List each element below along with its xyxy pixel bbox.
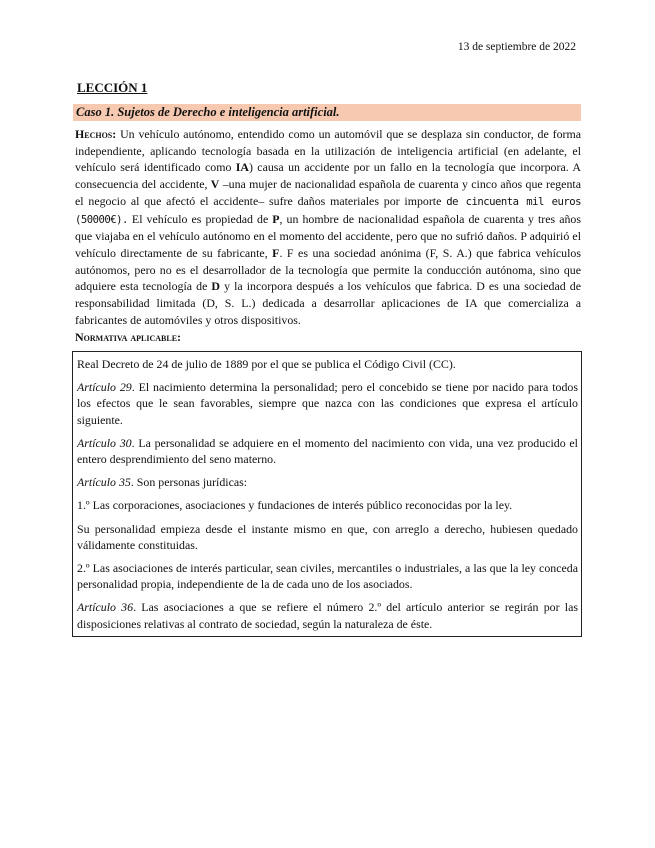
article-36-text: . Las asociaciones a que se refiere el número 2.º del artículo anterior se regirán por las disposiciones relativas al contrato de sociedad, según la naturaleza de éste. [77,600,578,631]
article-30 [77,435,578,467]
facts-text-4: El vehículo es propiedad de [127,211,273,226]
article-36 [77,599,578,631]
article-30-text: . La personalidad se adquiere en el momento del nacimiento con vida, una vez producido el entero desprendimiento del seno materno. [77,435,578,467]
facts-text-1: Un vehículo autónomo, entendido como un automóvil que se desplaza sin conductor, de forma independiente, aplicando tecnología basada en la utilización de inteligencia artificial (en adelante, el vehículo será identificado como [75,127,581,175]
facts-v: V [210,177,220,192]
document-date: 13 de septiembre de 2022 [457,41,576,53]
article-29-text: . El nacimiento determina la personalidad; pero el concebido se tiene por nacido para todos los efectos que le sean favorables, siempre que nazca con las condiciones que expresa el artículo siguiente. [77,380,578,427]
article-36-label: Artículo 36 [77,600,134,615]
case-title: Caso 1. Sujetos de Derecho e inteligencia artificial. [73,104,581,121]
facts-label: Hechos: [75,127,117,141]
lesson-title: LECCIÓN 1 [77,80,148,95]
facts-p: P [272,211,280,226]
facts-paragraph [75,126,581,328]
facts-f: F [272,245,280,260]
article-29 [77,379,578,428]
facts-text-5: , un hombre de nacionalidad española de cuarenta y tres años que viajaba en el vehículo autónomo en el momento del accidente, pero que no sufrió daños. P adquirió el vehículo directamente de su fabricante, [75,211,581,260]
normativa-title: Normativa aplicable: [75,330,182,344]
article-35-item-1-note: Su personalidad empieza desde el instante mismo en que, con arreglo a derecho, hubiesen quedado válidamente constituidas. [77,521,578,552]
article-30-label: Artículo 30 [77,435,132,450]
normativa-intro: Real Decreto de 24 de julio de 1889 por el que se publica el Código Civil (CC). [77,357,456,371]
article-35-text: . Son personas jurídicas: [130,475,248,490]
article-35-label: Artículo 35 [77,475,131,490]
facts-ia: IA [235,160,249,175]
article-29-label: Artículo 29 [77,380,132,395]
facts-text-3: –una mujer de nacionalidad española de cuarenta y cinco años que regenta el negocio al que afectó el accidente– sufre daños materiales por importe [75,177,581,208]
article-35 [77,474,578,490]
facts-amount: de cincuenta mil euros (50000€). [75,195,581,226]
facts-d: D [211,279,221,294]
facts-text-7: y la incorpora después a los vehículos que fabrica. D es una sociedad de responsabilidad limitada (D, S. L.) dedicada a desarrollar aplicaciones de IA que comercializa a fabricantes de automóviles y otros dispositivos. [75,279,581,327]
article-35-item-1: 1.º Las corporaciones, asociaciones y fundaciones de interés público reconocidas por la ley. [77,498,513,513]
facts-text-2: ) causa un accidente por un fallo en la tecnología que incorpora. A consecuencia del accidente, [75,160,581,192]
facts-text-6: . F es una sociedad anónima (F, S. A.) que fabrica vehículos autónomos, pero no es el desarrollador de la tecnología que permite la conducción autónoma, sino que adquiere esta tecnología de [75,245,581,294]
normativa-box [72,351,582,637]
article-35-item-2: 2.º Las asociaciones de interés particular, sean civiles, mercantiles o industriales, a las que la ley conceda personalidad propia, independiente de la de cada uno de los asociados. [77,561,578,592]
